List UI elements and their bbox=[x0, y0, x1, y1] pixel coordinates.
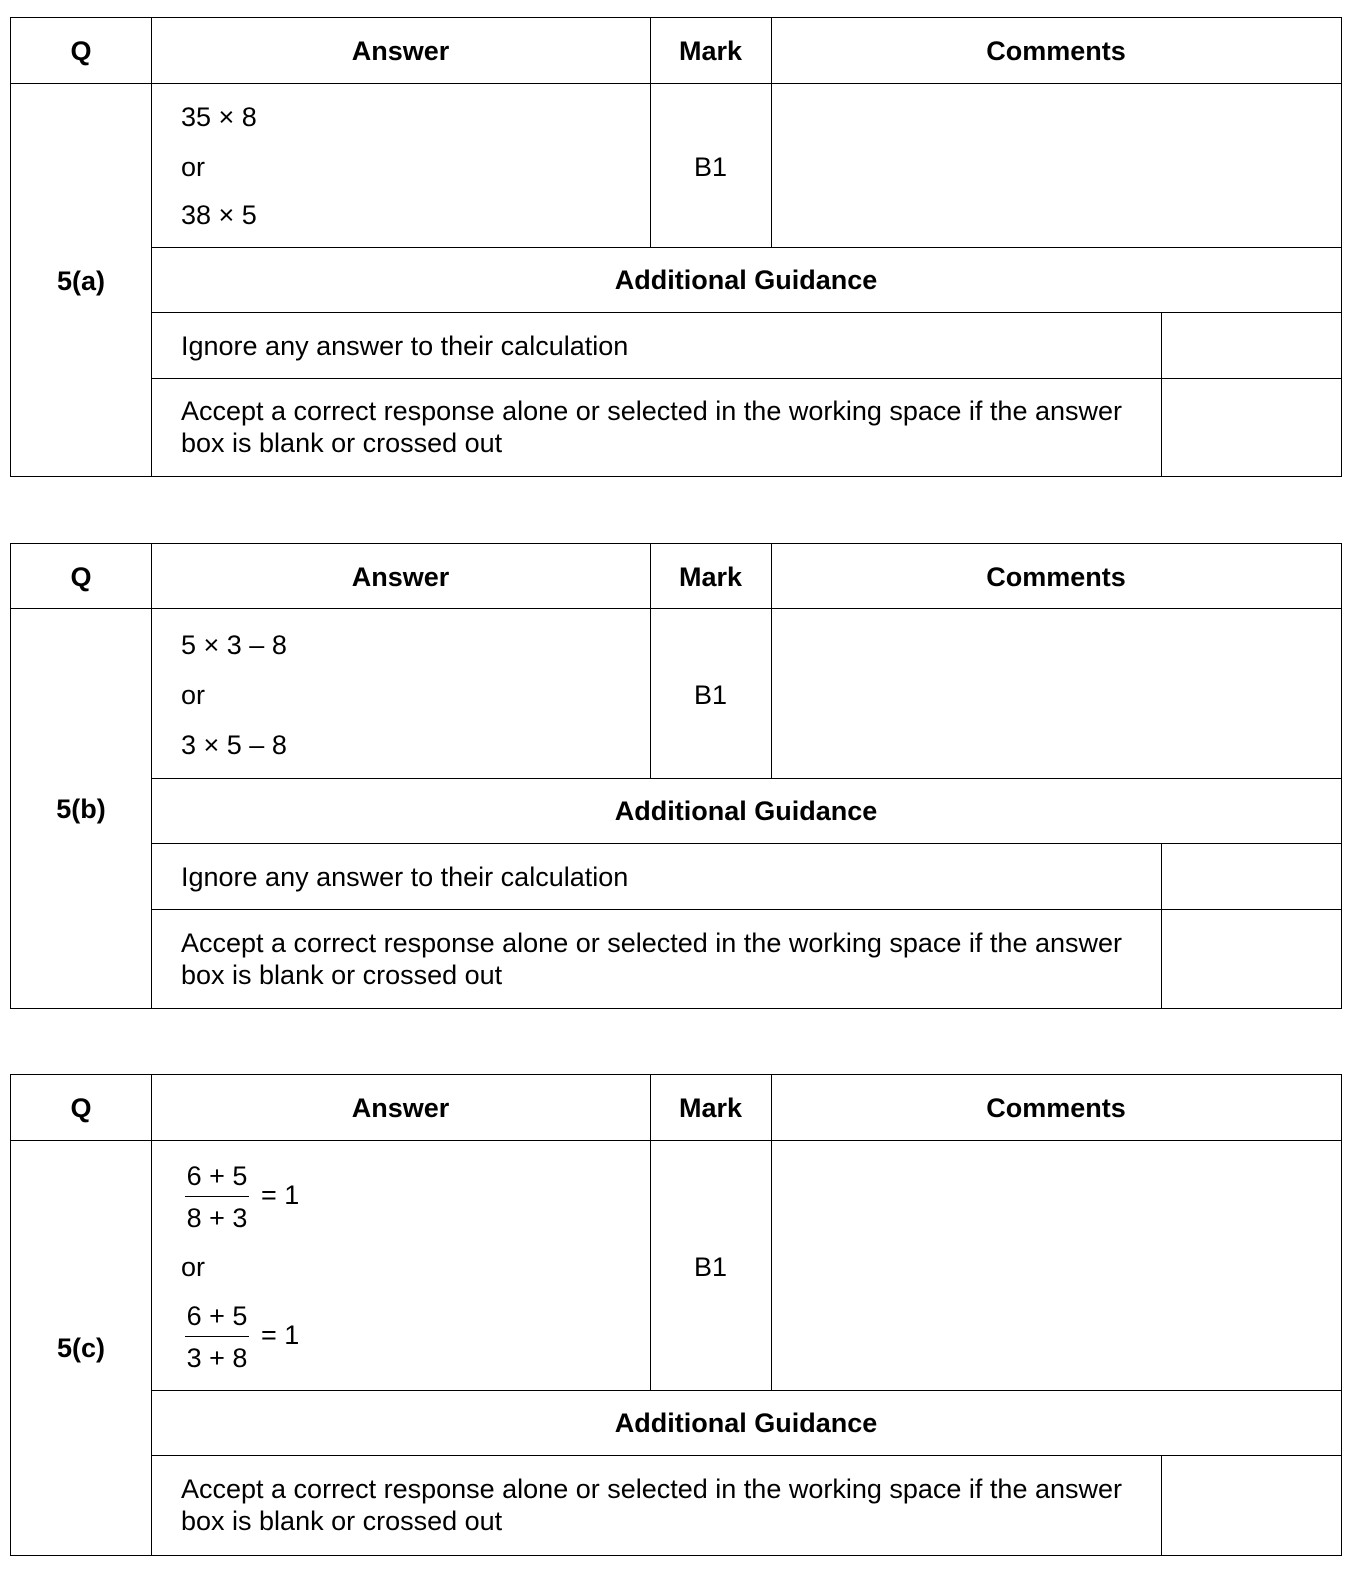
answer-line: 5 × 3 – 8 bbox=[181, 630, 287, 660]
additional-guidance-heading: Additional Guidance bbox=[614, 265, 878, 295]
guidance-text: Ignore any answer to their calculation bbox=[181, 862, 629, 892]
header-mark: Mark bbox=[678, 562, 743, 592]
fraction-denominator: 8 + 3 bbox=[186, 1203, 248, 1233]
fraction-result: = 1 bbox=[261, 1180, 300, 1210]
header-comments: Comments bbox=[986, 1093, 1126, 1123]
guidance-text: Accept a correct response alone or selected in the working space if the answer box is blank or crossed out bbox=[181, 928, 1123, 990]
mark-table-5a bbox=[10, 17, 1342, 477]
guidance-text: Ignore any answer to their calculation bbox=[181, 331, 629, 361]
header-answer: Answer bbox=[351, 1093, 450, 1123]
fraction-bar bbox=[185, 1336, 249, 1337]
fraction-bar bbox=[185, 1196, 249, 1197]
answer-line: 3 × 5 – 8 bbox=[181, 730, 287, 760]
fraction-numerator: 6 + 5 bbox=[186, 1161, 248, 1191]
header-q: Q bbox=[70, 36, 92, 66]
question-label: 5(b) bbox=[56, 794, 106, 824]
mark-table-5c bbox=[10, 1074, 1342, 1556]
header-answer: Answer bbox=[351, 36, 450, 66]
additional-guidance-heading: Additional Guidance bbox=[614, 796, 878, 826]
guidance-text: Accept a correct response alone or selected in the working space if the answer box is blank or crossed out bbox=[181, 396, 1123, 458]
answer-fraction bbox=[185, 1161, 249, 1234]
answer-line: 38 × 5 bbox=[181, 200, 257, 230]
fraction-numerator: 6 + 5 bbox=[186, 1301, 248, 1331]
header-q: Q bbox=[70, 1093, 92, 1123]
additional-guidance-heading: Additional Guidance bbox=[614, 1408, 878, 1438]
mark-table-5b bbox=[10, 543, 1342, 1009]
answer-line: 35 × 8 bbox=[181, 102, 257, 132]
fraction-denominator: 3 + 8 bbox=[186, 1343, 248, 1373]
header-q: Q bbox=[70, 562, 92, 592]
fraction-result: = 1 bbox=[261, 1320, 300, 1350]
header-mark: Mark bbox=[678, 1093, 743, 1123]
header-answer: Answer bbox=[351, 562, 450, 592]
answer-line: or bbox=[181, 1252, 206, 1282]
question-label: 5(a) bbox=[56, 266, 105, 296]
mark-value: B1 bbox=[693, 680, 728, 710]
header-mark: Mark bbox=[678, 36, 743, 66]
header-comments: Comments bbox=[986, 36, 1126, 66]
question-label: 5(c) bbox=[56, 1333, 105, 1363]
mark-value: B1 bbox=[693, 1252, 728, 1282]
header-comments: Comments bbox=[986, 562, 1126, 592]
guidance-text: Accept a correct response alone or selected in the working space if the answer box is blank or crossed out bbox=[181, 1474, 1123, 1536]
answer-fraction bbox=[185, 1301, 249, 1374]
answer-line: or bbox=[181, 152, 206, 182]
mark-value: B1 bbox=[693, 152, 728, 182]
answer-line: or bbox=[181, 680, 206, 710]
